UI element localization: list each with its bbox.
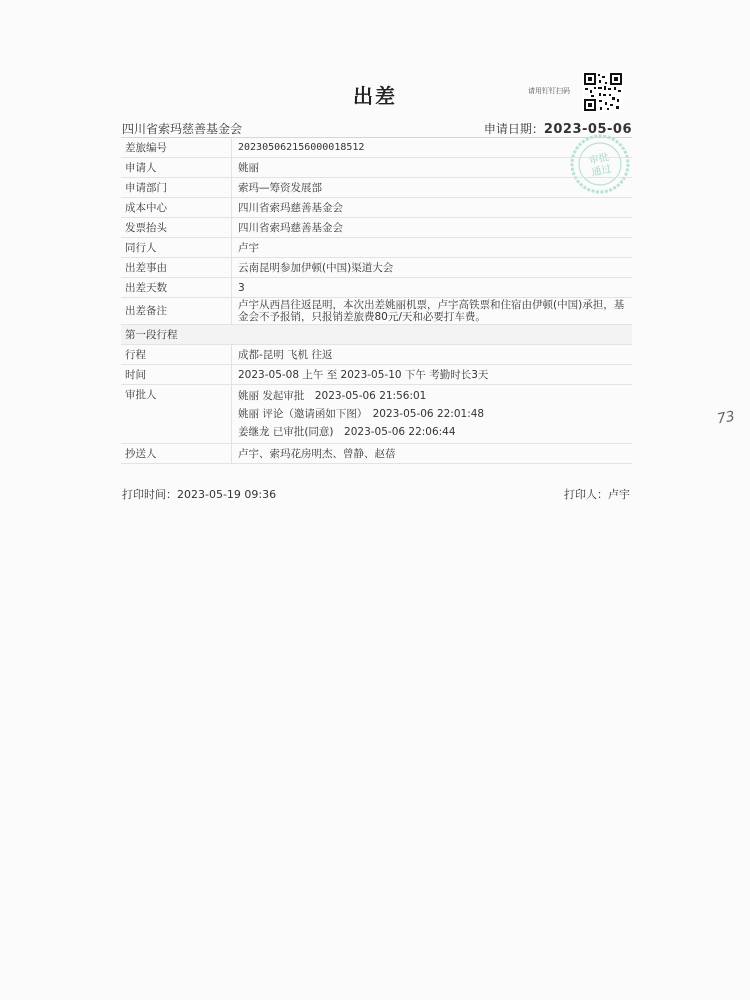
- table-row: [121, 444, 632, 464]
- table-row: [121, 198, 632, 218]
- field-label: 同行人: [121, 238, 232, 258]
- stamp-text-2: 通过: [590, 163, 613, 179]
- field-label: 出差备注: [121, 298, 232, 325]
- table-row: [121, 385, 632, 444]
- field-label: 时间: [121, 365, 232, 385]
- qr-hint: 请用钉钉扫码: [528, 87, 570, 95]
- table-row: [121, 138, 632, 158]
- approver-entry: 姜继龙 已审批(同意) 2023-05-06 22:06:44: [238, 426, 456, 438]
- cc-value: 卢宇、索玛花房明杰、曾静、赵蓓: [232, 444, 633, 464]
- field-label: 申请人: [121, 158, 232, 178]
- table-row: [121, 278, 632, 298]
- table-row: [121, 365, 632, 385]
- table-row: [121, 258, 632, 278]
- printer: [564, 486, 630, 502]
- applicant-value: 姚丽: [232, 158, 633, 178]
- field-label: 审批人: [121, 385, 232, 444]
- printer-label: 打印人：: [564, 488, 608, 501]
- table-row: [121, 345, 632, 365]
- apply-date-value: 2023-05-06: [543, 122, 632, 137]
- field-label: 行程: [121, 345, 232, 365]
- companion-value: 卢宇: [232, 238, 633, 258]
- trip-form-table: [121, 137, 632, 464]
- table-row: [121, 158, 632, 178]
- trip-reason-value: 云南昆明参加伊顿(中国)渠道大会: [232, 258, 633, 278]
- time-value: 2023-05-08 上午 至 2023-05-10 下午 考勤时长3天: [232, 365, 633, 385]
- qr-code-icon: [583, 72, 623, 112]
- segment-title: 第一段行程: [121, 325, 632, 345]
- approver-entry: 姚丽 评论（邀请函如下图） 2023-05-06 22:01:48: [238, 408, 485, 420]
- trip-remark-value: 卢宇从西昌往返昆明，本次出差姚丽机票，卢宇高铁票和住宿由伊顿(中国)承担，基金会不予报销，只报销差旅费80元/天和必要打车费。: [232, 298, 633, 325]
- field-label: 出差天数: [121, 278, 232, 298]
- approver-entry: 姚丽 发起审批 2023-05-06 21:56:01: [238, 390, 427, 402]
- trip-number: 202305062156000018512: [232, 138, 633, 158]
- apply-date-label: 申请日期：: [483, 122, 544, 136]
- page-title: 出差: [353, 84, 397, 108]
- print-time: [122, 486, 276, 502]
- approver-list: [232, 385, 633, 444]
- field-label: 出差事由: [121, 258, 232, 278]
- cost-center-value: 四川省索玛慈善基金会: [232, 198, 633, 218]
- table-row: [121, 218, 632, 238]
- handwritten-mark: 73: [715, 408, 737, 428]
- stamp-text-1: 审批: [588, 152, 610, 168]
- field-label: 差旅编号: [121, 138, 232, 158]
- table-row: [121, 238, 632, 258]
- segment-header-row: [121, 325, 632, 345]
- organization-name: 四川省索玛慈善基金会: [122, 122, 243, 136]
- printer-value: 卢宇: [608, 488, 630, 501]
- field-label: 抄送人: [121, 444, 232, 464]
- table-row: [121, 298, 632, 325]
- print-time-value: 2023-05-19 09:36: [177, 488, 277, 501]
- department-value: 索玛—筹资发展部: [232, 178, 633, 198]
- trip-days-value: 3: [232, 278, 633, 298]
- invoice-title-value: 四川省索玛慈善基金会: [232, 218, 633, 238]
- route-value: 成都-昆明 飞机 往返: [232, 345, 633, 365]
- field-label: 发票抬头: [121, 218, 232, 238]
- table-row: [121, 178, 632, 198]
- print-time-label: 打印时间：: [122, 488, 177, 501]
- field-label: 申请部门: [121, 178, 232, 198]
- field-label: 成本中心: [121, 198, 232, 218]
